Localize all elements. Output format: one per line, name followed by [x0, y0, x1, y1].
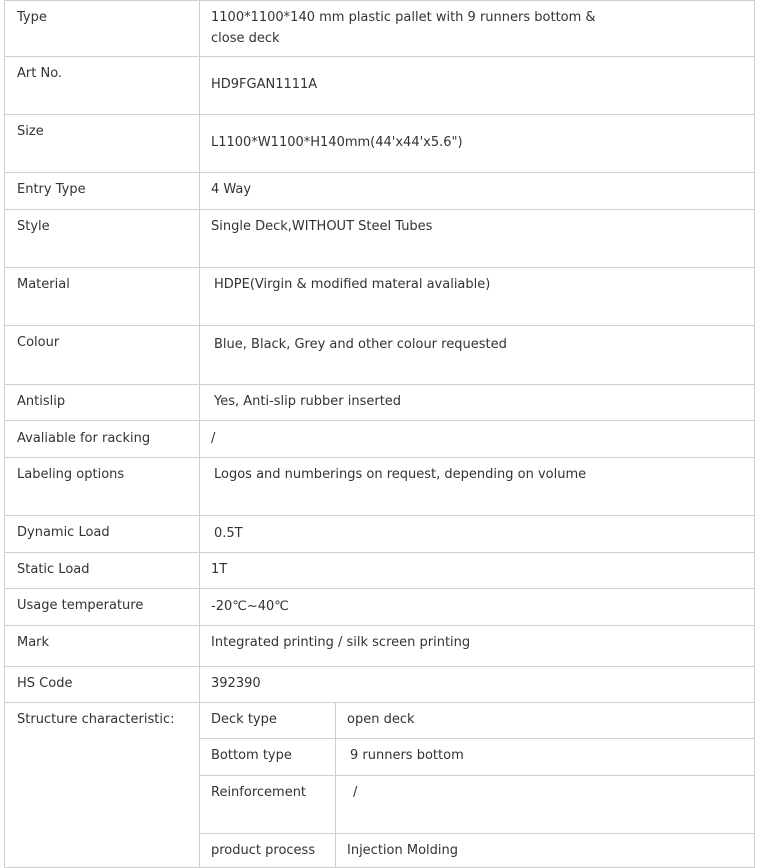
spec-value: HD9FGAN1111A [211, 77, 318, 92]
structure-value: Injection Molding [347, 843, 459, 858]
structure-key: Reinforcement [211, 785, 307, 800]
spec-value-line: 1100*1100*140 mm plastic pallet with 9 runners bottom & [211, 10, 596, 25]
spec-table [4, 0, 755, 868]
spec-row-racking [5, 421, 755, 458]
spec-value: 4 Way [211, 182, 252, 197]
spec-row-usage-temperature [5, 589, 755, 626]
spec-value: Logos and numberings on request, depending on volume [214, 467, 587, 482]
structure-value: 9 runners bottom [350, 748, 464, 763]
spec-label: Art No. [17, 66, 63, 81]
spec-value: 0.5T [214, 526, 243, 541]
spec-row-mark [5, 626, 755, 667]
spec-row-antislip [5, 385, 755, 421]
spec-row-entry-type [5, 173, 755, 210]
spec-value: -20℃~40℃ [211, 599, 289, 614]
spec-row-structure [5, 703, 755, 868]
structure-row-bottom-type [200, 739, 754, 776]
spec-label: Labeling options [17, 467, 125, 482]
spec-row-dynamic-load [5, 516, 755, 553]
structure-key: Bottom type [211, 748, 292, 763]
spec-value: Single Deck,WITHOUT Steel Tubes [211, 219, 433, 234]
spec-value: Integrated printing / silk screen printing [211, 635, 471, 650]
spec-label: Entry Type [17, 182, 86, 197]
spec-value: 392390 [211, 676, 261, 691]
spec-row-material [5, 268, 755, 326]
spec-label: Antislip [17, 394, 66, 409]
structure-key: product process [211, 843, 316, 858]
spec-label: HS Code [17, 676, 73, 691]
spec-label: Size [17, 124, 44, 139]
structure-value: / [353, 785, 358, 800]
spec-value: Blue, Black, Grey and other colour requested [214, 337, 507, 352]
structure-row-product-process [200, 834, 754, 868]
spec-value: L1100*W1100*H140mm(44'x44'x5.6") [211, 135, 463, 150]
spec-label: Usage temperature [17, 598, 144, 613]
spec-label: Dynamic Load [17, 525, 110, 540]
spec-value: 1T [211, 562, 228, 577]
spec-label: Type [17, 10, 47, 25]
spec-row-size [5, 115, 755, 173]
spec-label: Colour [17, 335, 60, 350]
spec-row-art-no [5, 57, 755, 115]
spec-value: HDPE(Virgin & modified materal avaliable) [214, 277, 491, 292]
spec-row-static-load [5, 553, 755, 589]
spec-label: Mark [17, 635, 50, 650]
spec-label: Style [17, 219, 50, 234]
spec-row-style [5, 210, 755, 268]
spec-label: Material [17, 277, 70, 292]
spec-row-colour [5, 326, 755, 385]
structure-row-deck-type [200, 703, 754, 739]
spec-label: Structure characteristic: [17, 712, 175, 727]
spec-value: Yes, Anti-slip rubber inserted [214, 394, 402, 409]
spec-label: Static Load [17, 562, 90, 577]
spec-value: / [211, 431, 216, 446]
structure-value: open deck [347, 712, 415, 727]
structure-key: Deck type [211, 712, 277, 727]
spec-row-labeling [5, 458, 755, 516]
spec-row-type [5, 1, 755, 57]
structure-row-reinforcement [200, 776, 754, 834]
structure-subtable [200, 703, 754, 867]
spec-value [211, 1, 754, 49]
spec-value-line: close deck [211, 31, 280, 46]
spec-row-hs-code [5, 667, 755, 703]
spec-label: Avaliable for racking [17, 431, 151, 446]
